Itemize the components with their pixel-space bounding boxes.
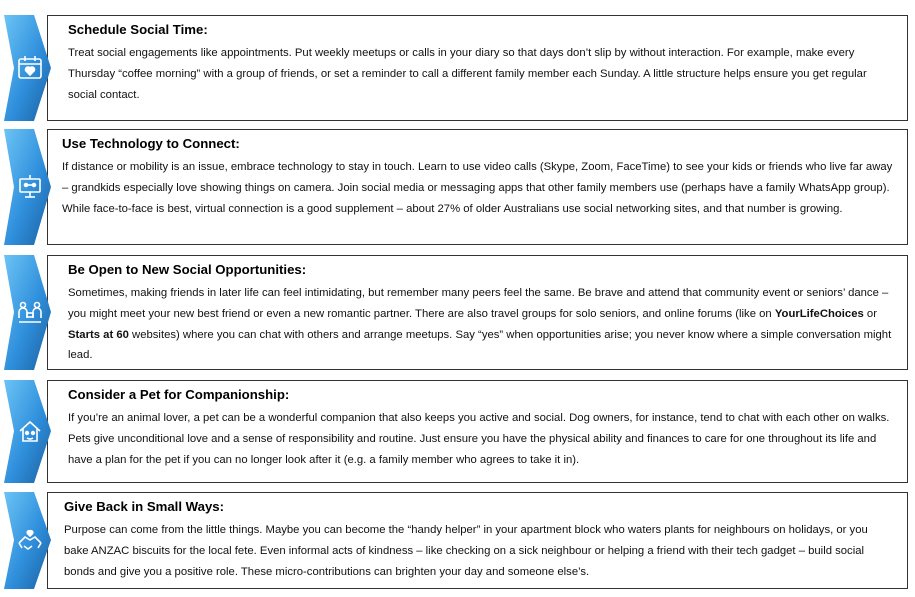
tip-card-schedule	[0, 15, 908, 121]
tip-body-text: Sometimes, making friends in later life can feel intimidating, but remember many peers feel the same. Be brave and attend that community event or seniors’ dance – you might meet your new best friend or even a new romantic partner. There are also travel groups for solo seniors, and online forums (like on	[68, 287, 889, 320]
tip-card-technology	[0, 129, 908, 245]
tip-card-box	[47, 15, 908, 121]
tip-title: Use Technology to Connect:	[62, 136, 240, 151]
tip-badge	[4, 380, 51, 483]
tip-badge	[4, 15, 51, 121]
computer-network-icon	[16, 173, 44, 201]
tip-body-text: or	[863, 307, 877, 320]
site-name-startsat60: Starts at 60	[68, 328, 129, 341]
tip-body: If distance or mobility is an issue, embrace technology to stay in touch. Learn to use video calls (Skype, Zoom, FaceTime) to see your kids or friends who live far away – grandkids especially love showing things on camera. Join social media or messaging apps that other family members use (perhaps have a family WhatsApp group). While face-to-face is best, virtual connection is a good supplement – about 27% of older Australians use social networking sites, and that number is growing.	[62, 161, 893, 215]
tip-badge	[4, 492, 51, 589]
pet-care-icon	[16, 417, 44, 445]
tip-body: Purpose can come from the little things. Maybe you can become the “handy helper” in your apartment block who waters plants for neighbours on holidays, or you bake ANZAC biscuits for the local fete. Even informal acts of kindness – like checking on a sick neighbour or helping a friend with their tech gadget – build social bonds and give you a positive role. These micro-contributions can brighten your day and someone else’s.	[64, 524, 868, 578]
people-meeting-icon	[16, 298, 44, 326]
tip-badge	[4, 129, 51, 245]
tip-body: Treat social engagements like appointments. Put weekly meetups or calls in your diary so that days don’t slip by without interaction. For example, make every Thursday “coffee morning” with a group of friends, or set a reminder to call a different family member each Sunday. A little structure helps ensure you get regular social contact.	[68, 47, 867, 101]
tip-body: If you’re an animal lover, a pet can be a wonderful companion that also keeps you active and social. Dog owners, for instance, tend to chat with each other on walks. Pets give unconditional love and a sense of responsibility and routine. Just ensure you have the physical ability and finances to care for one throughout its life and have a plan for the pet if you can no longer look after it (e.g. a family member who agrees to take it in).	[68, 412, 890, 466]
site-name-yourlifechoices: YourLifeChoices	[774, 307, 864, 320]
tip-title: Consider a Pet for Companionship:	[68, 387, 290, 402]
tip-body-text: websites) where you can chat with others and arrange meetups. Say “yes” when opportunities arise; you never know where a simple conversation might lead.	[68, 328, 892, 362]
tip-card-give-back	[0, 492, 908, 589]
helping-hands-icon	[16, 526, 44, 554]
tip-card-box	[47, 129, 908, 245]
tip-card-box	[47, 255, 908, 370]
calendar-heart-icon	[16, 53, 44, 81]
tip-card-opportunities	[0, 255, 908, 370]
tip-card-pet	[0, 380, 908, 483]
tip-body	[68, 283, 895, 366]
tip-title: Give Back in Small Ways:	[64, 499, 225, 514]
tip-badge	[4, 255, 51, 370]
tip-card-box	[47, 380, 908, 483]
tip-title: Be Open to New Social Opportunities:	[68, 262, 307, 277]
tip-card-box	[47, 492, 908, 589]
tip-title: Schedule Social Time:	[68, 22, 208, 37]
